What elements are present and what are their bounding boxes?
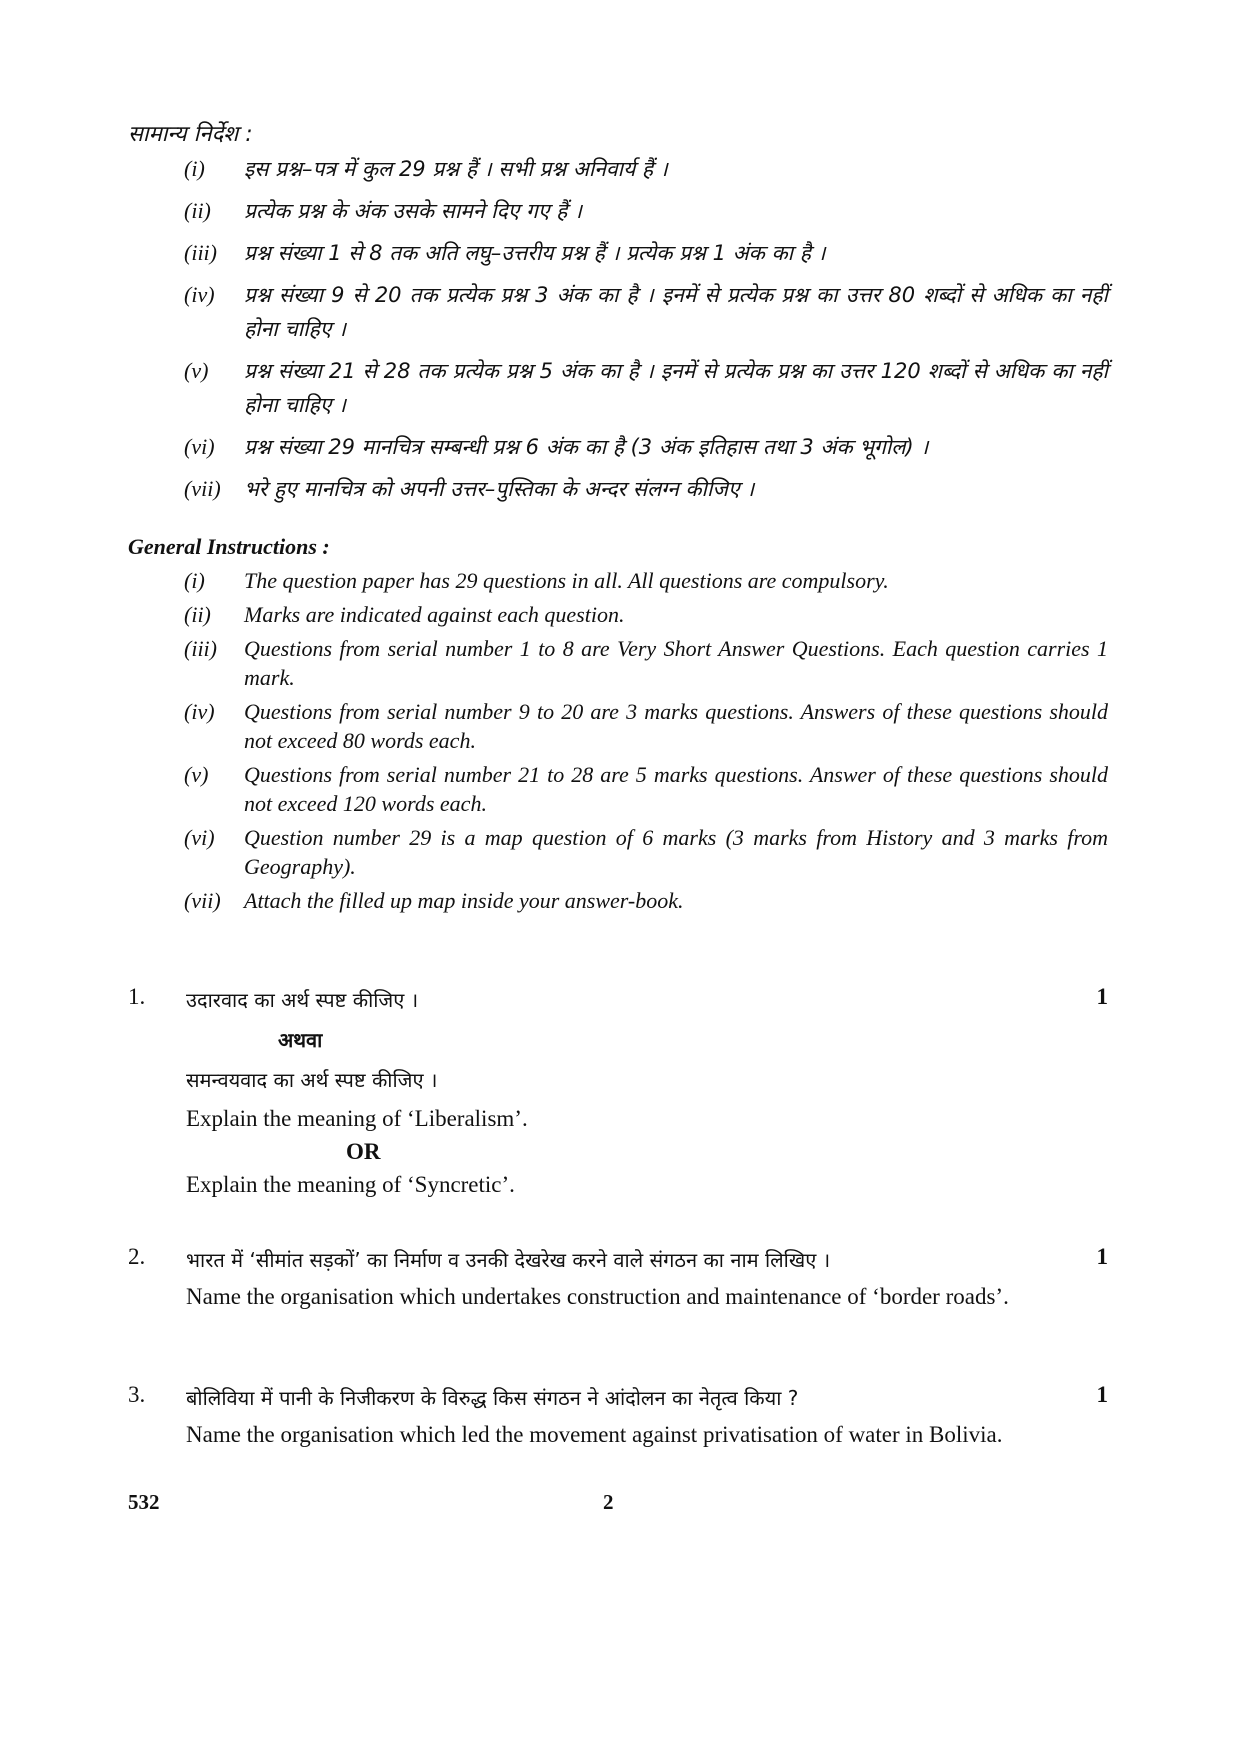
hindi-instruction-item (128, 430, 1108, 464)
general-instruction-text: Questions from serial number 21 to 28 are 5 marks questions. Answer of these questions should not exceed 120 words each. (244, 762, 1108, 816)
question-2 (128, 1244, 1108, 1311)
general-instruction-item (128, 760, 1108, 818)
hindi-instructions-list (128, 152, 1108, 514)
hindi-instruction-item (128, 278, 1108, 346)
question-marks: 1 (1096, 984, 1108, 1009)
hindi-instruction-number: (ii) (184, 198, 211, 223)
general-instruction-text: Marks are indicated against each question. (244, 602, 625, 627)
general-instruction-number: (i) (184, 568, 205, 593)
hindi-instruction-number: (v) (184, 358, 209, 383)
question-number: 1. (128, 984, 146, 1009)
general-instruction-item (128, 886, 1108, 915)
hindi-instruction-item (128, 152, 1108, 186)
general-instruction-number: (vi) (184, 825, 215, 850)
hindi-instruction-text: भरे हुए मानचित्र को अपनी उत्तर–पुस्तिका के अन्दर संलग्न कीजिए । (244, 477, 755, 501)
hindi-instruction-text: प्रत्येक प्रश्न के अंक उसके सामने दिए गए हैं । (244, 199, 582, 223)
general-instruction-number: (iv) (184, 699, 215, 724)
question-hindi-alternative: समन्वयवाद का अर्थ स्पष्ट कीजिए । (186, 1068, 438, 1092)
general-instruction-item (128, 634, 1108, 692)
question-hindi: उदारवाद का अर्थ स्पष्ट कीजिए । (186, 988, 419, 1012)
question-number: 3. (128, 1382, 146, 1407)
hindi-instruction-text: प्रश्न संख्या 9 से 20 तक प्रत्येक प्रश्न 3 अंक का है । इनमें से प्रत्येक प्रश्न का उत्तर 80 शब्दों से अधिक का नहीं होना चाहिए । (244, 283, 1108, 341)
general-instruction-item (128, 600, 1108, 629)
hindi-instructions-heading: सामान्य निर्देश : (128, 122, 253, 147)
question-marks: 1 (1096, 1382, 1108, 1407)
question-english: Name the organisation which undertakes construction and maintenance of ‘border roads’. (186, 1284, 1009, 1309)
paper-code: 532 (128, 1490, 160, 1514)
question-marks: 1 (1096, 1244, 1108, 1269)
general-instruction-text: Question number 29 is a map question of 6 marks (3 marks from History and 3 marks from Geography). (244, 825, 1108, 879)
general-instruction-item (128, 823, 1108, 881)
question-1 (128, 984, 1108, 1199)
general-instruction-item (128, 566, 1108, 595)
general-instruction-number: (ii) (184, 602, 211, 627)
hindi-instruction-text: प्रश्न संख्या 21 से 28 तक प्रत्येक प्रश्न 5 अंक का है । इनमें से प्रत्येक प्रश्न का उत्तर 120 शब्दों से अधिक का नहीं होना चाहिए । (244, 359, 1108, 417)
hindi-instruction-text: प्रश्न संख्या 29 मानचित्र सम्बन्धी प्रश्न 6 अंक का है (3 अंक इतिहास तथा 3 अंक भूगोल) । (244, 435, 929, 459)
general-instructions-heading: General Instructions : (128, 534, 330, 559)
general-instruction-item (128, 697, 1108, 755)
or-english: OR (346, 1139, 381, 1164)
hindi-instruction-item (128, 472, 1108, 506)
hindi-instruction-number: (i) (184, 156, 205, 181)
general-instruction-number: (vii) (184, 888, 221, 913)
general-instructions-list (128, 566, 1108, 920)
general-instruction-number: (v) (184, 762, 209, 787)
general-instruction-text: Attach the filled up map inside your answer-book. (244, 888, 684, 913)
general-instruction-text: The question paper has 29 questions in all. All questions are compulsory. (244, 568, 889, 593)
question-number: 2. (128, 1244, 146, 1269)
hindi-instruction-item (128, 236, 1108, 270)
question-hindi: भारत में ‘सीमांत सड़कों’ का निर्माण व उनकी देखरेख करने वाले संगठन का नाम लिखिए । (186, 1248, 831, 1272)
or-hindi: अथवा (278, 1028, 323, 1052)
question-english: Name the organisation which led the movement against privatisation of water in Bolivia. (186, 1422, 1003, 1447)
hindi-instruction-number: (vi) (184, 434, 215, 459)
page-number: 2 (603, 1490, 614, 1514)
question-3 (128, 1382, 1108, 1449)
hindi-instruction-text: इस प्रश्न–पत्र में कुल 29 प्रश्न हैं । सभी प्रश्न अनिवार्य हैं । (244, 157, 668, 181)
hindi-instruction-number: (vii) (184, 476, 221, 501)
hindi-instruction-item (128, 354, 1108, 422)
hindi-instruction-item (128, 194, 1108, 228)
hindi-instruction-number: (iii) (184, 240, 217, 265)
hindi-instruction-number: (iv) (184, 282, 215, 307)
general-instruction-text: Questions from serial number 9 to 20 are 3 marks questions. Answers of these questions should not exceed 80 words each. (244, 699, 1108, 753)
question-english: Explain the meaning of ‘Liberalism’. (186, 1106, 528, 1131)
hindi-instruction-text: प्रश्न संख्या 1 से 8 तक अति लघु–उत्तरीय प्रश्न हैं । प्रत्येक प्रश्न 1 अंक का है । (244, 241, 826, 265)
question-hindi: बोलिविया में पानी के निजीकरण के विरुद्ध किस संगठन ने आंदोलन का नेतृत्व किया ? (186, 1386, 799, 1410)
general-instruction-number: (iii) (184, 636, 217, 661)
general-instruction-text: Questions from serial number 1 to 8 are Very Short Answer Questions. Each question carries 1 mark. (244, 636, 1108, 690)
question-english-alternative: Explain the meaning of ‘Syncretic’. (186, 1172, 515, 1197)
